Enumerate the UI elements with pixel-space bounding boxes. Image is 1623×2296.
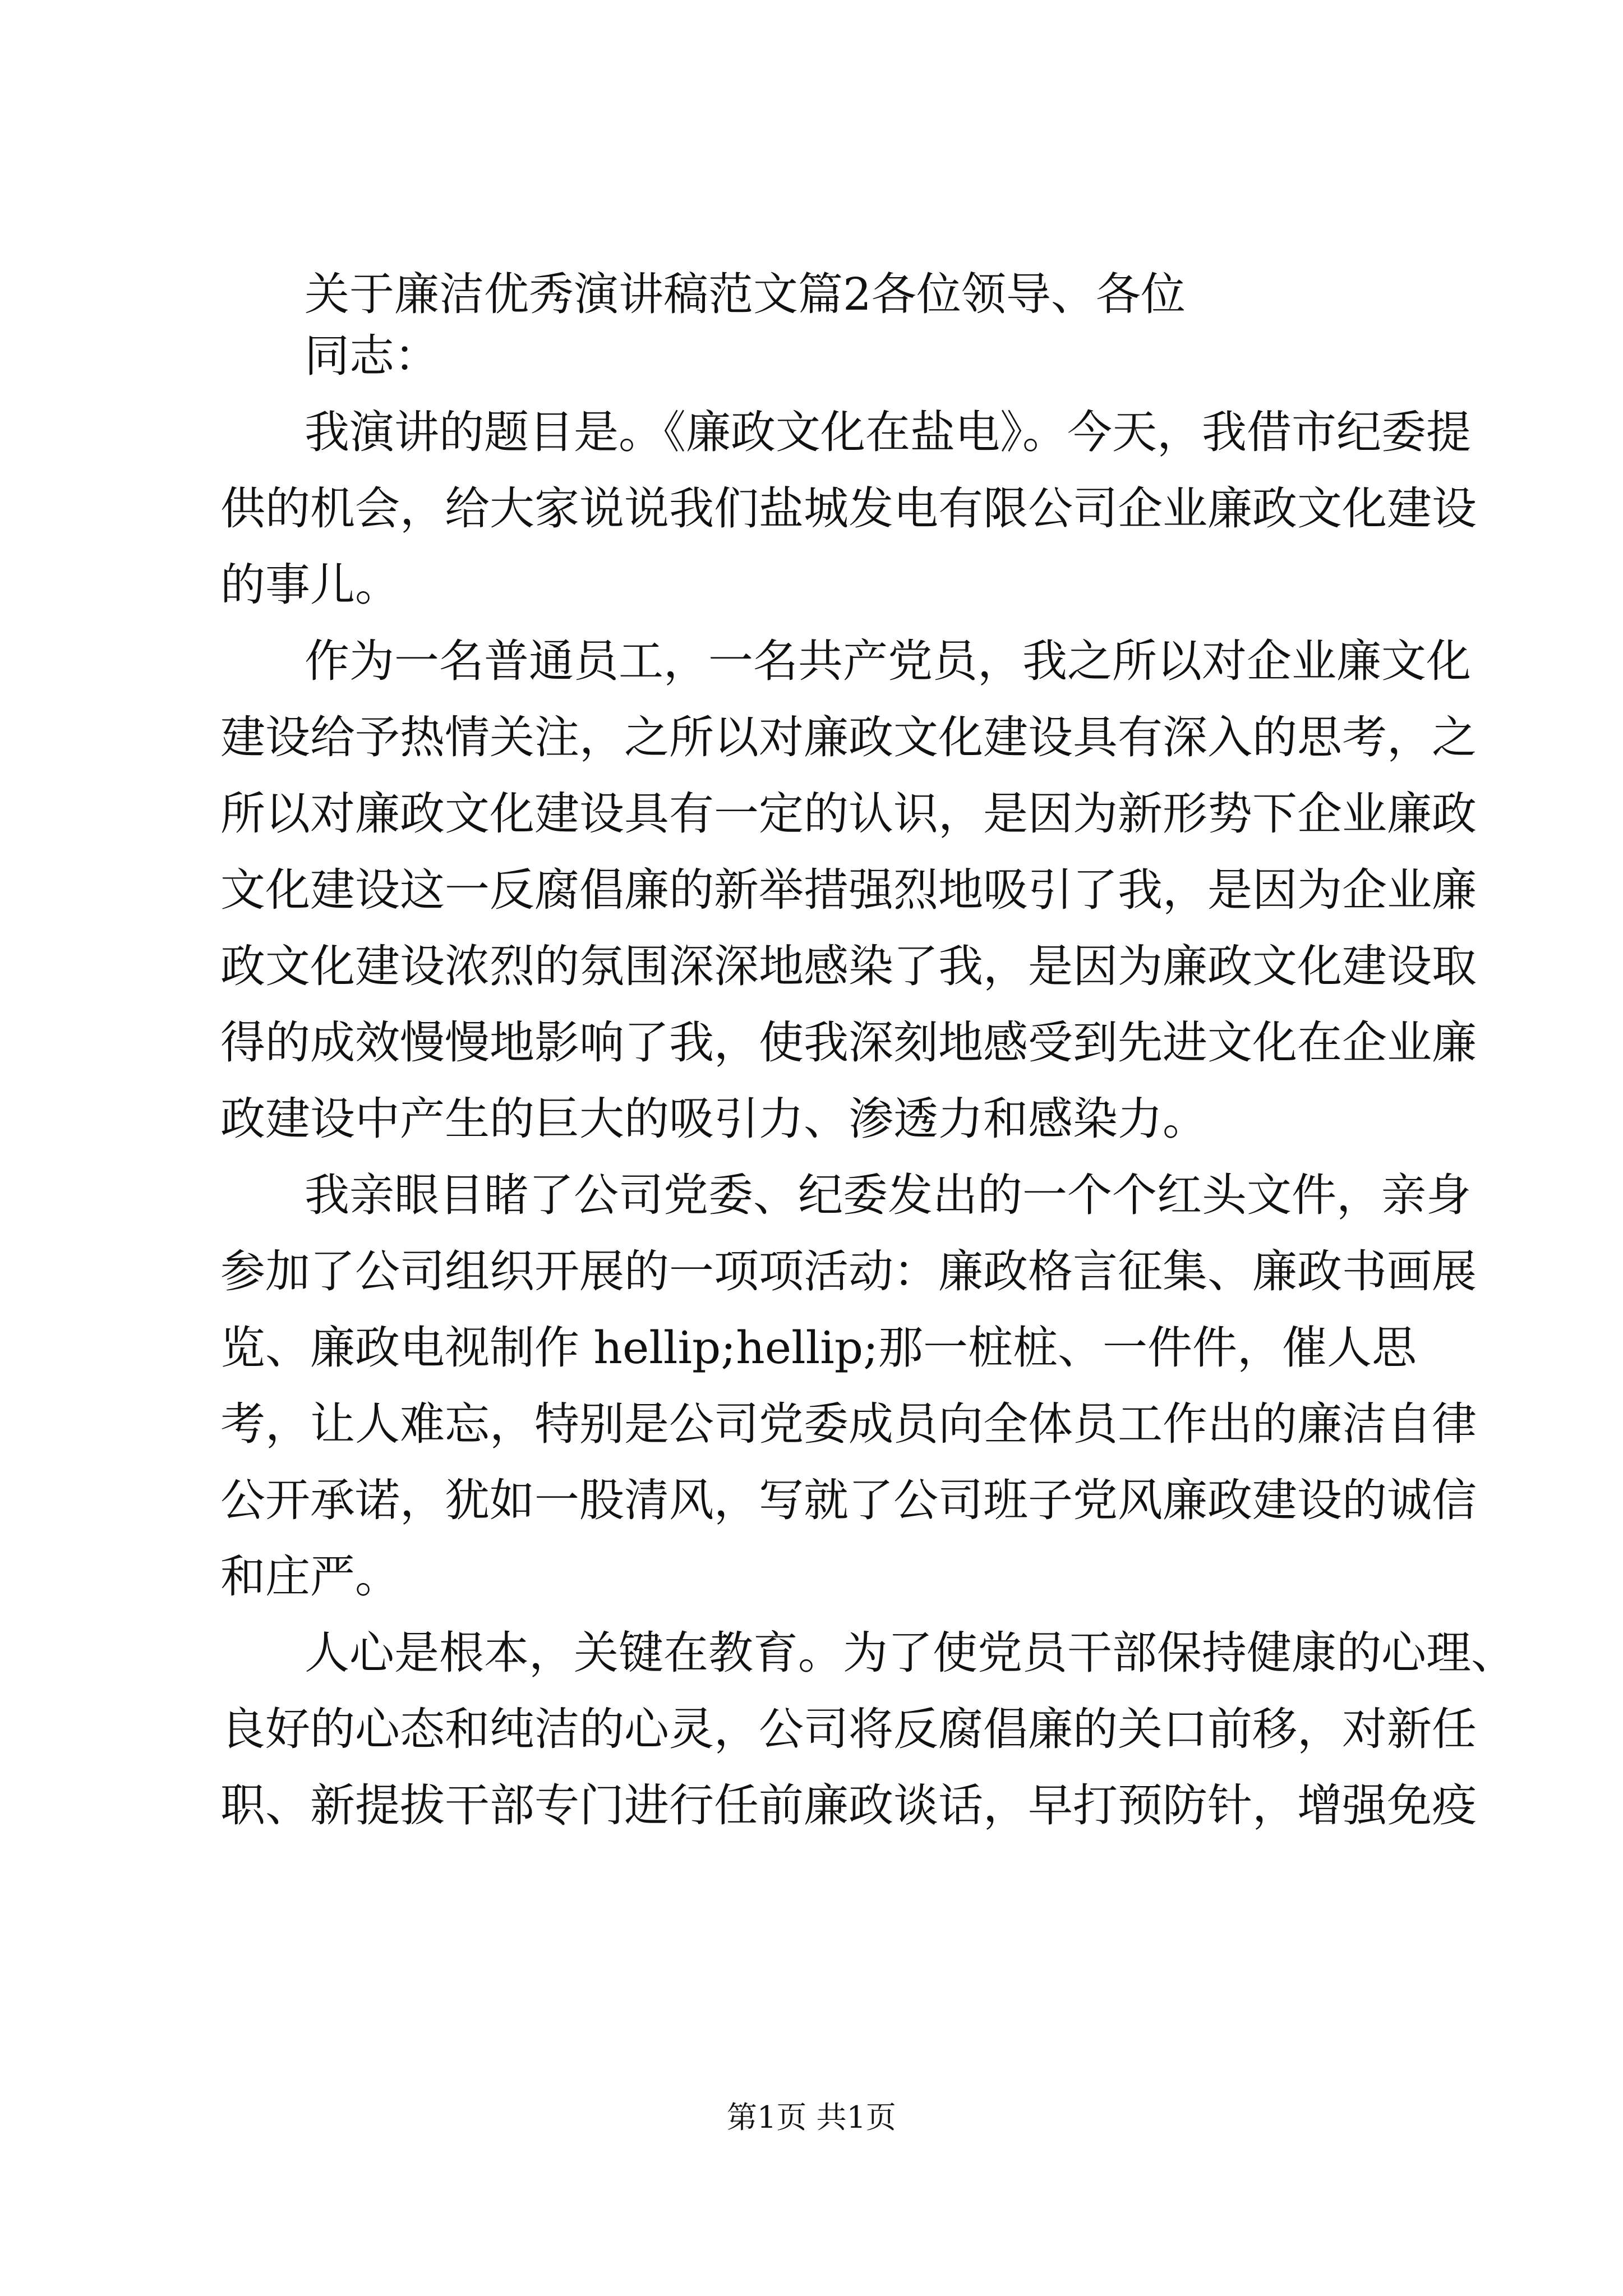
text-line: 考，让人难忘，特别是公司党委成员向全体员工作出的廉洁自律 <box>220 1398 1477 1450</box>
text-line: 职、新提拔干部专门进行任前廉政谈话，早打预防针，增强免疫 <box>220 1779 1477 1832</box>
text-line: 览、廉政电视制作 hellip;hellip;那一桩桩、一件件，催人思 <box>220 1322 1417 1374</box>
text-line: 供的机会，给大家说说我们盐城发电有限公司企业廉政文化建设 <box>220 482 1477 535</box>
text-line: 和庄严。 <box>220 1550 400 1603</box>
text-line: 公开承诺，犹如一股清风，写就了公司班子党风廉政建设的诚信 <box>220 1474 1477 1526</box>
text-line: 建设给予热情关注，之所以对廉政文化建设具有深入的思考，之 <box>220 711 1477 763</box>
text-line: 得的成效慢慢地影响了我，使我深刻地感受到先进文化在企业廉 <box>220 1016 1477 1069</box>
text-line: 同志： <box>305 330 439 382</box>
text-line: 所以对廉政文化建设具有一定的认识，是因为新形势下企业廉政 <box>220 788 1477 840</box>
text-line: 人心是根本，关键在教育。为了使党员干部保持健康的心理、 <box>305 1627 1516 1679</box>
text-line: 我演讲的题目是。《廉政文化在盐电》。今天，我借市纪委提 <box>305 406 1471 458</box>
text-line: 政文化建设浓烈的氛围深深地感染了我，是因为廉政文化建设取 <box>220 940 1477 992</box>
page-footer: 第1页 共1页 <box>727 2100 896 2135</box>
text-line: 我亲眼目睹了公司党委、纪委发出的一个个红头文件，亲身 <box>305 1169 1471 1221</box>
text-line: 文化建设这一反腐倡廉的新举措强烈地吸引了我，是因为企业廉 <box>220 864 1477 916</box>
text-line: 参加了公司组织开展的一项项活动：廉政格言征集、廉政书画展 <box>220 1245 1477 1297</box>
text-line: 政建设中产生的巨大的吸引力、渗透力和感染力。 <box>220 1093 1207 1145</box>
text-line: 作为一名普通员工，一名共产党员，我之所以对企业廉文化 <box>305 635 1471 687</box>
text-line: 的事儿。 <box>220 559 400 611</box>
text-line: 良好的心态和纯洁的心灵，公司将反腐倡廉的关口前移，对新任 <box>220 1703 1477 1755</box>
text-line: 关于廉洁优秀演讲稿范文篇2各位领导、各位 <box>305 268 1186 320</box>
